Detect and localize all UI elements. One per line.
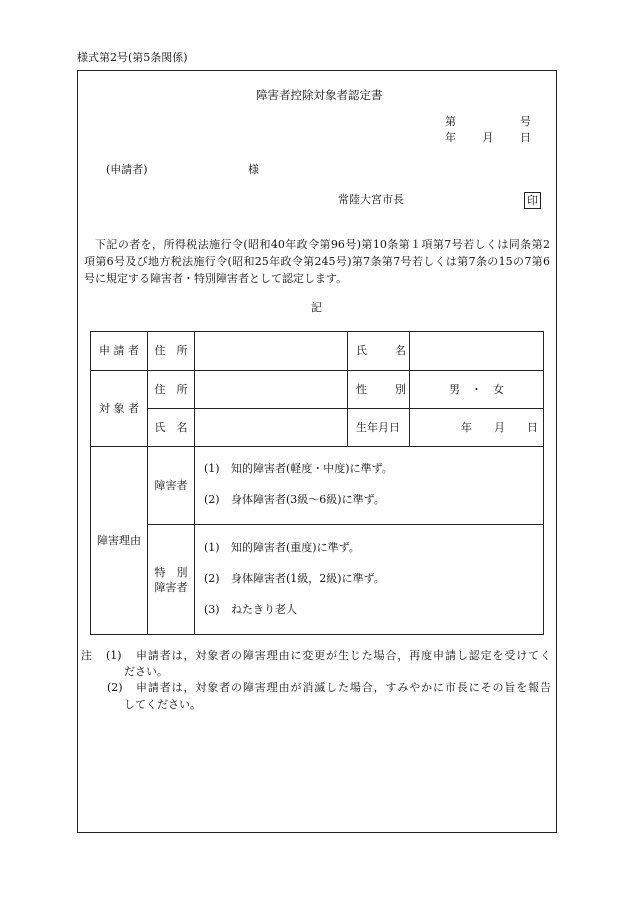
note-1-line-1: 申請者は，対象者の障害理由に変更が生じた場合，再度申請し認定を受けてく [136, 649, 551, 662]
body-line-2: 項第6号及び地方税法施行令(昭和25年政令第245号)第7条第7号若しくは第7条の15の7第6 [84, 255, 550, 268]
note-1-number: (1) [106, 649, 122, 662]
item-text: 身体障害者(3級～6級)に準ず。 [231, 493, 385, 506]
target-row-1 [91, 371, 544, 409]
document-title: 障害者控除対象者認定書 [256, 88, 383, 102]
certificate-table [90, 331, 544, 635]
applicant-address-cell [195, 332, 348, 371]
form-label: 様式第2号(第5条関係) [77, 51, 188, 64]
list-item [204, 572, 543, 603]
target-dob-value: 年 月 日 [410, 409, 544, 447]
disabled-label: 障害者 [148, 447, 195, 525]
special-label-line-2: 障害者 [154, 580, 188, 594]
target-name-label: 氏 名 [148, 409, 195, 447]
target-address-cell [195, 371, 348, 409]
reason-row-special [91, 525, 544, 635]
item-text: 知的障害者(重度)に準ず。 [231, 541, 360, 554]
issuer-name: 常陸大宮市長 [338, 193, 404, 206]
target-sex-value: 男 ・ 女 [410, 371, 544, 409]
item-number: (2) [204, 572, 220, 585]
item-number: (1) [204, 541, 220, 554]
item-number: (3) [204, 603, 220, 616]
ki-heading: 記 [311, 301, 322, 314]
body-line-3: 号に規定する障害者・特別障害者として認定します。 [84, 272, 348, 285]
list-item [204, 603, 543, 634]
special-label-line-1: 特 別 [154, 565, 188, 579]
seal-mark: 印 [524, 192, 541, 209]
note-2-line-1: 申請者は，対象者の障害理由が消滅した場合，すみやかに市長にその旨を報告 [136, 681, 551, 694]
applicant-label: (申請者) [106, 163, 148, 176]
item-text: ねたきり老人 [231, 603, 297, 616]
target-name-cell [195, 409, 348, 447]
list-item [204, 493, 543, 524]
applicant-honorific: 様 [248, 163, 259, 176]
applicant-name-label-cell [348, 332, 410, 371]
target-row-2 [91, 409, 544, 447]
special-disabled-label [148, 525, 195, 635]
notes-mark: 注 [81, 649, 92, 662]
item-number: (1) [204, 462, 220, 475]
note-1-line-2: ださい。 [124, 665, 168, 678]
target-sex-label: 性 別 [356, 382, 406, 396]
body-line-1: 下記の者を，所得税法施行令(昭和40年政令第96号)第10条第１項第7号若しくは同条第2 [95, 238, 550, 251]
note-2-number: (2) [107, 681, 123, 694]
applicant-header: 申 請 者 [91, 332, 148, 371]
item-text: 知的障害者(軽度・中度)に準ず。 [231, 462, 393, 475]
item-number: (2) [204, 493, 220, 506]
applicant-name-label: 氏 名 [356, 344, 406, 357]
list-item [204, 541, 543, 572]
document-date: 年 月 日 [445, 131, 531, 144]
applicant-address-label: 住 所 [148, 332, 195, 371]
target-dob-label: 生年月日 [348, 409, 410, 447]
target-header: 対 象 者 [91, 371, 148, 447]
target-sex-label-cell [348, 371, 410, 409]
reason-header: 障害理由 [91, 447, 148, 635]
target-address-label: 住 所 [148, 371, 195, 409]
note-2-line-2: してください。 [124, 698, 201, 711]
applicant-row [91, 332, 544, 371]
special-items-cell [195, 525, 544, 635]
document-number: 第 号 [445, 115, 531, 128]
disabled-items-cell [195, 447, 544, 525]
list-item [204, 462, 543, 493]
item-text: 身体障害者(1級，2級)に準ず。 [231, 572, 385, 585]
applicant-name-cell [410, 332, 544, 371]
reason-row-disabled [91, 447, 544, 525]
